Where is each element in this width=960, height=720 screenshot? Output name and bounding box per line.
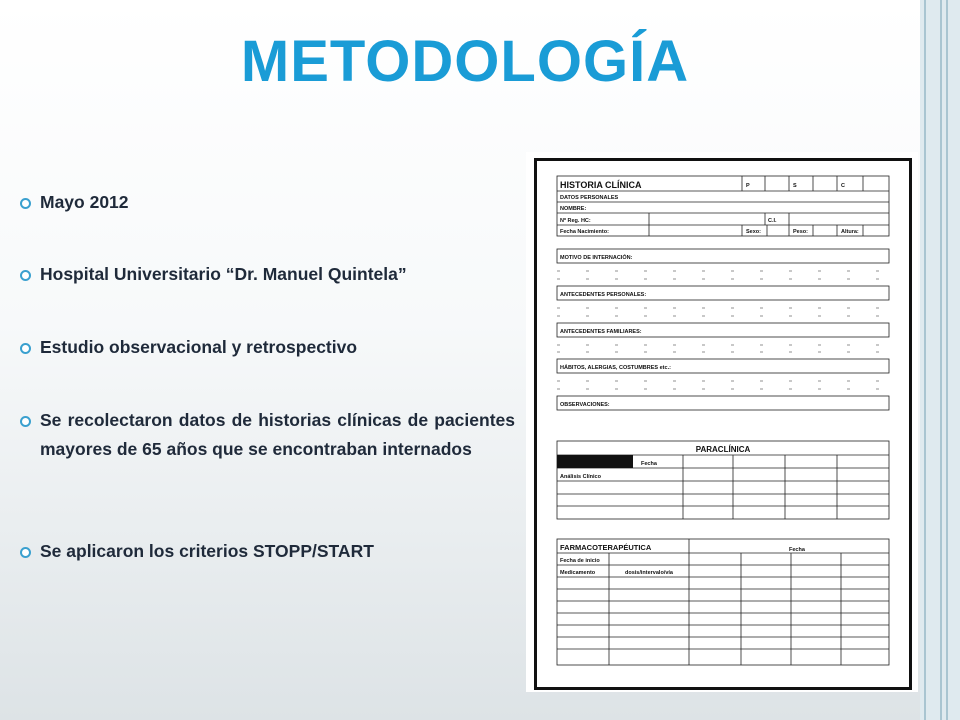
bullet-item: Se aplicaron los criterios STOPP/START bbox=[20, 537, 515, 566]
svg-text:Peso:: Peso: bbox=[793, 229, 808, 235]
farmaco-title: FARMACOTERAPÉUTICA bbox=[560, 543, 652, 552]
svg-text:Fecha de inicio: Fecha de inicio bbox=[560, 558, 600, 564]
section-motivo: MOTIVO DE INTERNACIÓN: bbox=[560, 255, 633, 261]
form-drawing bbox=[537, 161, 909, 687]
paraclinica-title: PARACLÍNICA bbox=[695, 445, 751, 454]
bullet-icon bbox=[20, 270, 31, 281]
svg-text:P: P bbox=[746, 183, 750, 189]
svg-text:NOMBRE:: NOMBRE: bbox=[560, 206, 587, 212]
svg-text:Medicamento: Medicamento bbox=[560, 570, 596, 576]
bullet-item: Hospital Universitario “Dr. Manuel Quintela” bbox=[20, 260, 515, 289]
svg-text:DATOS PERSONALES: DATOS PERSONALES bbox=[560, 195, 619, 201]
bullet-item: Se recolectaron datos de historias clínicas de pacientes mayores de 65 años que se encontraban internados bbox=[20, 406, 515, 464]
svg-text:Fecha Nacimiento:: Fecha Nacimiento: bbox=[560, 229, 609, 235]
svg-text:S: S bbox=[793, 183, 797, 189]
section-habitos: HÁBITOS, ALERGIAS, COSTUMBRES etc.: bbox=[560, 365, 671, 371]
svg-text:Fecha: Fecha bbox=[789, 547, 805, 553]
bullet-icon bbox=[20, 547, 31, 558]
form-header: HISTORIA CLÍNICA bbox=[560, 180, 642, 190]
section-observaciones: OBSERVACIONES: bbox=[560, 402, 610, 408]
svg-text:C.I.: C.I. bbox=[768, 218, 777, 224]
slide-title: METODOLOGÍA bbox=[240, 29, 690, 94]
svg-text:C: C bbox=[841, 183, 845, 189]
svg-text:Nº Reg. HC:: Nº Reg. HC: bbox=[560, 218, 591, 224]
section-antecedentes-personales: ANTECEDENTES PERSONALES: bbox=[560, 292, 647, 298]
form-frame bbox=[534, 158, 912, 690]
svg-text:Altura:: Altura: bbox=[841, 229, 859, 235]
svg-text:Análisis Clínico: Análisis Clínico bbox=[560, 474, 601, 480]
filled-header-cell bbox=[557, 455, 633, 468]
bullet-item: Estudio observacional y retrospectivo bbox=[20, 333, 515, 362]
bullet-icon bbox=[20, 198, 31, 209]
svg-text:Sexo:: Sexo: bbox=[746, 229, 761, 235]
clinical-history-form-image bbox=[526, 152, 918, 692]
decorative-border bbox=[920, 0, 960, 720]
bullet-icon bbox=[20, 416, 31, 427]
section-antecedentes-familiares: ANTECEDENTES FAMILIARES: bbox=[560, 329, 642, 335]
svg-text:Fecha: Fecha bbox=[641, 461, 657, 467]
bullet-icon bbox=[20, 343, 31, 354]
svg-text:dosis/intervalo/vía: dosis/intervalo/vía bbox=[625, 570, 673, 576]
bullet-item: Mayo 2012 bbox=[20, 188, 515, 217]
